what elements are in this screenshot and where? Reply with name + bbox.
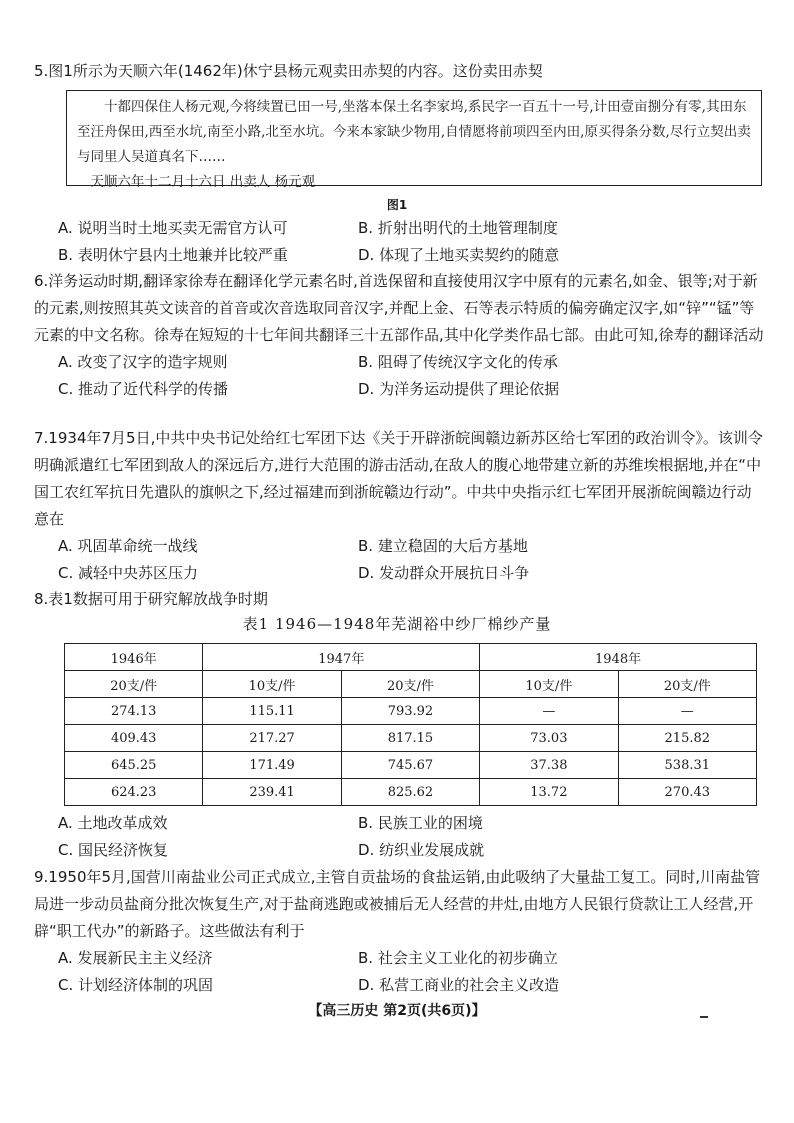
table-cell: 624.23 <box>65 779 203 806</box>
table-cell: 409.43 <box>65 725 203 752</box>
option-c[interactable]: C. 国民经济恢复 <box>58 841 169 859</box>
question-9-stem: 9.1950年5月,国营川南盐业公司正式成立,主管自贡盐场的食盐运销,由此吸纳了大量盐工复工。同时,川南盐管局进一步动员盐商分批次恢复生产,对于盐商逃跑或被捕后无人经营的井灶,由地方人民银行贷款让工人经营,开辟“职工代办”的新路子。这些做法有利于 <box>34 868 761 940</box>
option-d[interactable]: D. 体现了土地买卖契约的随意 <box>358 246 560 264</box>
option-c[interactable]: C. 计划经济体制的巩固 <box>58 976 214 994</box>
table-cell: — <box>480 698 618 725</box>
year-1947: 1947年 <box>203 644 480 671</box>
figure-caption: 图1 <box>386 198 408 212</box>
table-cell: 13.72 <box>480 779 618 806</box>
subheader: 10支/件 <box>480 671 618 698</box>
deed-body: 十都四保住人杨元观,今将续置已田一号,坐落本保土名李家坞,系民字一百五十一号,计田壹亩捌分有零,其田东至汪舟保田,西至水坑,南至小路,北至水坑。今来本家缺少物用,自情愿将前项四至内田,原买得条分数,尽行立契出卖与同里人吴道真名下…… <box>77 99 751 165</box>
page-footer: 【高三历史 第2页(共6页)】 <box>308 1003 486 1019</box>
table-cell: 825.62 <box>341 779 479 806</box>
table-cell: 217.27 <box>203 725 341 752</box>
option-b[interactable]: B. 折射出明代的土地管理制度 <box>358 219 558 237</box>
option-a[interactable]: A. 巩固革命统一战线 <box>58 537 198 555</box>
option-b[interactable]: B. 社会主义工业化的初步确立 <box>358 949 558 967</box>
option-b[interactable]: B. 阻碍了传统汉字文化的传承 <box>358 353 558 371</box>
option-c[interactable]: C. 推动了近代科学的传播 <box>58 380 229 398</box>
option-d[interactable]: D. 纺织业发展成就 <box>358 841 485 859</box>
table-year-row <box>65 644 757 671</box>
table-cell: 171.49 <box>203 752 341 779</box>
question-8-stem: 8.表1数据可用于研究解放战争时期 <box>34 590 268 608</box>
year-1948: 1948年 <box>480 644 757 671</box>
option-d[interactable]: D. 私营工商业的社会主义改造 <box>358 976 560 994</box>
option-a[interactable]: A. 说明当时土地买卖无需官方认可 <box>58 219 288 237</box>
table-cell: 239.41 <box>203 779 341 806</box>
question-6 <box>34 268 764 403</box>
option-c[interactable]: C. 减轻中央苏区压力 <box>58 564 199 582</box>
table-cell: 745.67 <box>341 752 479 779</box>
question-8-options <box>34 810 764 864</box>
question-7 <box>34 425 764 587</box>
question-5-stem: 5.图1所示为天顺六年(1462年)休宁县杨元观卖田赤契的内容。这份卖田赤契 <box>34 62 543 80</box>
option-b[interactable]: B. 建立稳固的大后方基地 <box>358 537 528 555</box>
production-table <box>64 643 757 806</box>
subheader: 20支/件 <box>618 671 756 698</box>
table-row <box>65 779 757 806</box>
table-cell: 538.31 <box>618 752 756 779</box>
table-cell: 270.43 <box>618 779 756 806</box>
subheader: 20支/件 <box>65 671 203 698</box>
table-subheader-row <box>65 671 757 698</box>
table-cell: 115.11 <box>203 698 341 725</box>
table-cell: 645.25 <box>65 752 203 779</box>
question-7-stem: 7.1934年7月5日,中共中央书记处给红七军团下达《关于开辟浙皖闽赣边新苏区给七军团的政治训令》。该训令明确派遣红七军团到敌人的深远后方,进行大范围的游击活动,在敌人的腹心地带建立新的苏维埃根据地,并在“中国工农红军抗日先遣队的旗帜之下,经过福建而到浙皖赣边行动”。中共中央指示红七军团开展浙皖闽赣边行动意在 <box>34 429 763 528</box>
subheader: 20支/件 <box>341 671 479 698</box>
scan-mark <box>700 1016 708 1018</box>
deed-box <box>66 90 762 190</box>
table-cell: 73.03 <box>480 725 618 752</box>
table-cell: 817.15 <box>341 725 479 752</box>
table-cell: 37.38 <box>480 752 618 779</box>
option-c[interactable]: B. 表明休宁县内土地兼并比较严重 <box>58 246 288 264</box>
option-d[interactable]: D. 发动群众开展抗日斗争 <box>358 564 530 582</box>
option-a[interactable]: A. 土地改革成效 <box>58 814 168 832</box>
question-5 <box>34 58 764 85</box>
question-8 <box>34 586 764 613</box>
deed-signature: 天顺六年十二月十六日 出卖人 杨元观 <box>90 174 316 190</box>
year-1946: 1946年 <box>65 644 203 671</box>
option-a[interactable]: A. 改变了汉字的造字规则 <box>58 353 228 371</box>
option-a[interactable]: A. 发展新民主主义经济 <box>58 949 213 967</box>
table-cell: 274.13 <box>65 698 203 725</box>
table-cell: 793.92 <box>341 698 479 725</box>
option-b[interactable]: B. 民族工业的困境 <box>358 814 483 832</box>
question-9 <box>34 864 764 999</box>
question-6-stem: 6.洋务运动时期,翻译家徐寿在翻译化学元素名时,首选保留和直接使用汉字中原有的元素名,如金、银等;对于新的元素,则按照其英文读音的首音或次音选取同音汉字,并配上金、石等表示特质的偏旁确定汉字,如“锌”“锰”等元素的中文名称。徐寿在短短的十七年间共翻译三十五部作品,其中化学类作品七部。由此可知,徐寿的翻译活动 <box>34 272 764 344</box>
table-row <box>65 752 757 779</box>
table-row <box>65 698 757 725</box>
question-5-options <box>34 215 764 269</box>
table-title: 表1 1946—1948年芜湖裕中纱厂棉纱产量 <box>242 615 552 633</box>
option-d[interactable]: D. 为洋务运动提供了理论依据 <box>358 380 560 398</box>
table-row <box>65 725 757 752</box>
table-cell: 215.82 <box>618 725 756 752</box>
table-cell: — <box>618 698 756 725</box>
subheader: 10支/件 <box>203 671 341 698</box>
